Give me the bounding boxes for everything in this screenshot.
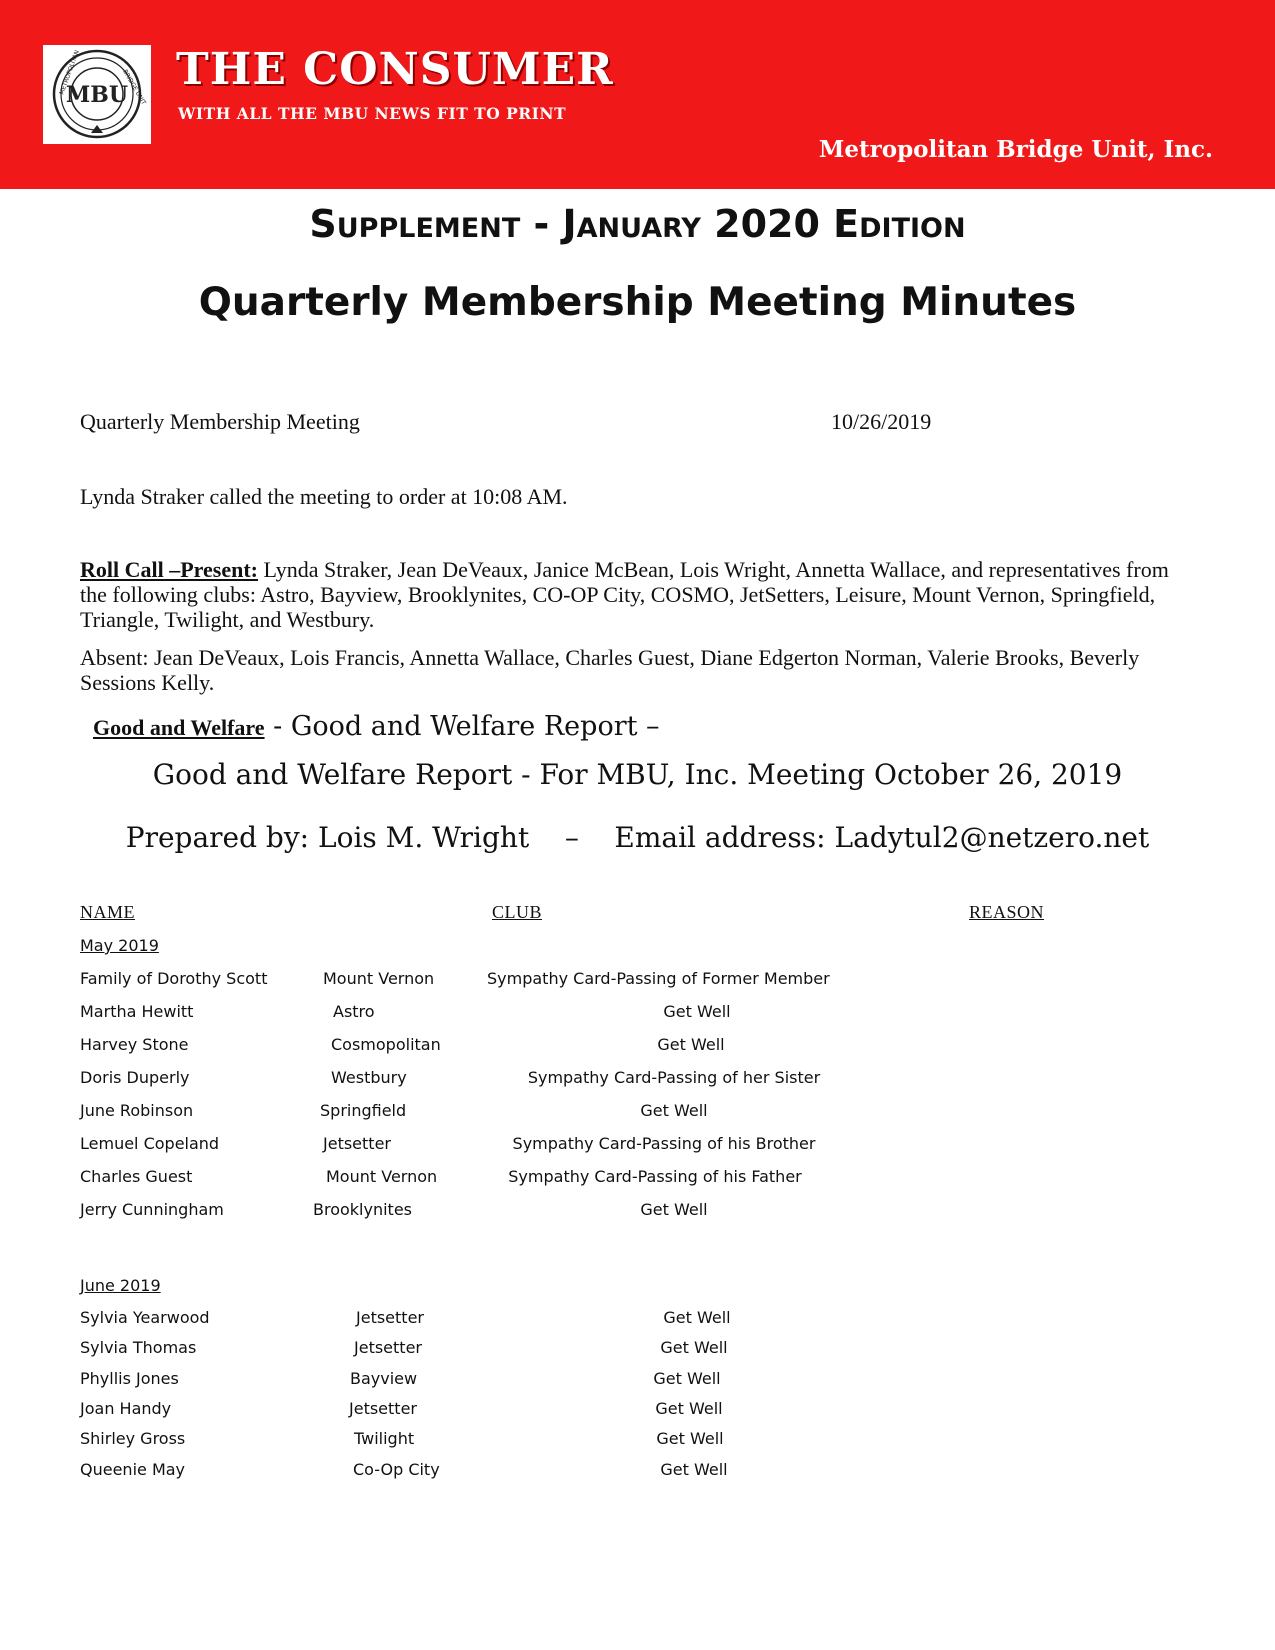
meeting-label: Quarterly Membership Meeting xyxy=(80,409,360,434)
page-title: Quarterly Membership Meeting Minutes xyxy=(198,280,1077,325)
organization-name: Metropolitan Bridge Unit, Inc. xyxy=(818,136,1213,163)
member-name: Queenie May xyxy=(80,1460,186,1479)
column-header-reason: REASON xyxy=(969,902,1045,922)
member-club: Springfield xyxy=(320,1101,407,1120)
logo-monogram: MBU xyxy=(65,82,129,108)
member-club: Co-Op City xyxy=(353,1460,440,1479)
column-header-name: NAME xyxy=(80,902,135,922)
member-reason: Get Well xyxy=(640,1101,708,1120)
report-line: Good and Welfare Report - For MBU, Inc. Meeting October 26, 2019 xyxy=(152,758,1123,791)
member-reason: Get Well xyxy=(653,1369,721,1388)
good-welfare-label: Good and Welfare xyxy=(93,715,265,740)
member-club: Twilight xyxy=(354,1429,415,1448)
member-club: Brooklynites xyxy=(313,1200,412,1219)
member-reason: Get Well xyxy=(640,1200,708,1219)
member-name: Lemuel Copeland xyxy=(80,1134,220,1153)
member-reason: Sympathy Card-Passing of his Brother xyxy=(512,1134,816,1153)
member-club: Westbury xyxy=(331,1068,407,1087)
member-reason: Sympathy Card-Passing of Former Member xyxy=(487,969,830,988)
member-club: Jetsetter xyxy=(349,1399,417,1418)
member-name: Doris Duperly xyxy=(80,1068,190,1087)
month-label: May 2019 xyxy=(80,936,159,955)
member-name: June Robinson xyxy=(80,1101,194,1120)
member-reason: Get Well xyxy=(663,1002,731,1021)
logo-ring-right: BRIDGE UNIT xyxy=(121,68,148,107)
meeting-date: 10/26/2019 xyxy=(831,409,932,434)
call-to-order: Lynda Straker called the meeting to order at 10:08 AM. xyxy=(80,484,568,509)
member-club: Astro xyxy=(333,1002,375,1021)
member-name: Sylvia Yearwood xyxy=(80,1308,210,1327)
member-name: Family of Dorothy Scott xyxy=(80,969,268,988)
month-label: June 2019 xyxy=(80,1276,161,1295)
member-club: Mount Vernon xyxy=(323,969,435,988)
newsletter-tagline: WITH ALL THE MBU NEWS FIT TO PRINT xyxy=(178,104,567,123)
roll-call-label: Roll Call –Present: xyxy=(80,557,259,582)
roll-call-paragraph xyxy=(80,557,1200,632)
member-name: Charles Guest xyxy=(80,1167,193,1186)
supplement-heading: Supplement - January 2020 Edition xyxy=(309,202,966,246)
good-welfare-heading xyxy=(93,711,660,742)
member-reason: Get Well xyxy=(656,1429,724,1448)
member-reason: Sympathy Card-Passing of his Father xyxy=(508,1167,802,1186)
good-welfare-dash-title: - Good and Welfare Report – xyxy=(264,711,660,742)
logo-ring-left: METROPOLITAN xyxy=(58,49,81,96)
member-reason: Get Well xyxy=(660,1338,728,1357)
mbu-seal-icon xyxy=(43,45,151,144)
roll-call-text: Lynda Straker, Jean DeVeaux, Janice McBean, Lois Wright, Annetta Wallace, and representatives from the following clubs: Astro, Bayview, Brooklynites, CO-OP City, COSMO, JetSetters, Leisure, Mount Vernon, Springfield, Triangle, Twilight, and Westbury. xyxy=(80,557,1169,632)
member-club: Jetsetter xyxy=(356,1308,424,1327)
member-club: Cosmopolitan xyxy=(331,1035,441,1054)
member-name: Phyllis Jones xyxy=(80,1369,179,1388)
masthead-banner xyxy=(0,0,1275,189)
member-reason: Sympathy Card-Passing of her Sister xyxy=(527,1068,821,1087)
member-club: Bayview xyxy=(350,1369,418,1388)
member-club: Jetsetter xyxy=(354,1338,422,1357)
member-reason: Get Well xyxy=(657,1035,725,1054)
member-name: Jerry Cunningham xyxy=(80,1200,224,1219)
newsletter-title: THE CONSUMER xyxy=(176,44,614,95)
absent-paragraph: Absent: Jean DeVeaux, Lois Francis, Annetta Wallace, Charles Guest, Diane Edgerton Norman, Valerie Brooks, Beverly Sessions Kelly. xyxy=(80,645,1140,695)
member-name: Sylvia Thomas xyxy=(80,1338,197,1357)
member-name: Harvey Stone xyxy=(80,1035,189,1054)
member-name: Joan Handy xyxy=(80,1399,172,1418)
member-reason: Get Well xyxy=(660,1460,728,1479)
column-header-club: CLUB xyxy=(492,902,543,922)
member-name: Martha Hewitt xyxy=(80,1002,194,1021)
member-club: Jetsetter xyxy=(323,1134,391,1153)
member-reason: Get Well xyxy=(655,1399,723,1418)
member-club: Mount Vernon xyxy=(326,1167,438,1186)
mbu-logo xyxy=(43,45,151,144)
member-reason: Get Well xyxy=(663,1308,731,1327)
member-name: Shirley Gross xyxy=(80,1429,186,1448)
prepared-line: Prepared by: Lois M. Wright – Email address: Ladytul2@netzero.net xyxy=(125,821,1150,854)
